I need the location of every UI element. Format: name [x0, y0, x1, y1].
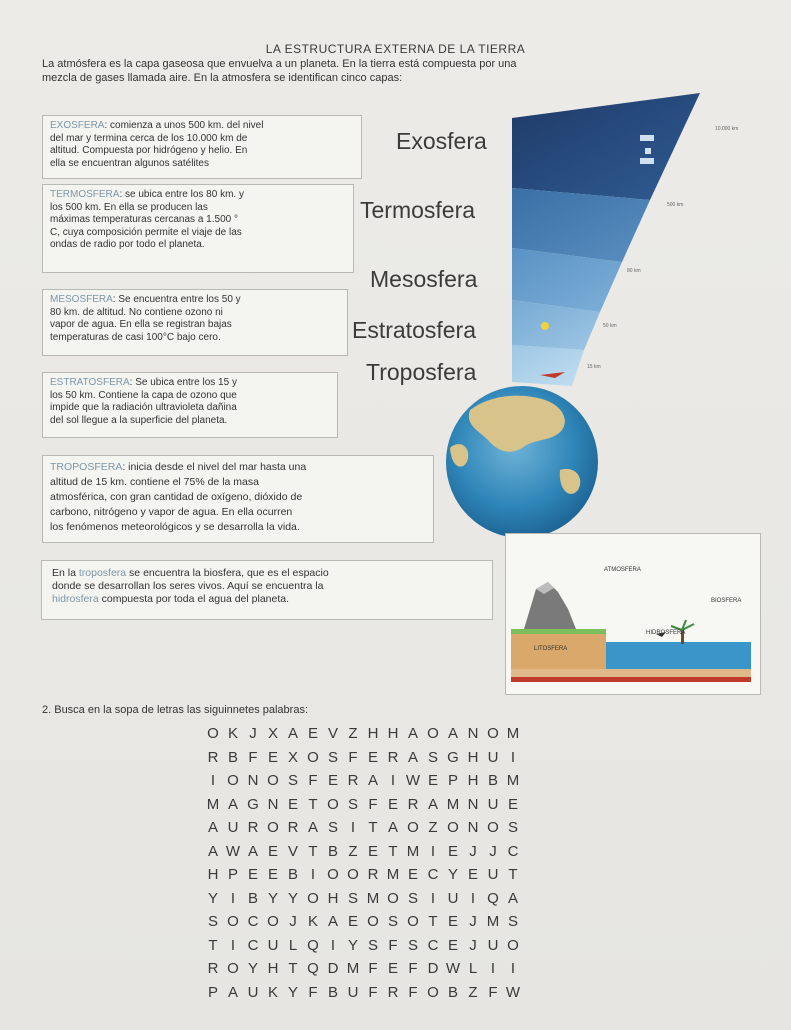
word-search-row	[203, 863, 523, 887]
word-search-letter[interactable]: F	[368, 795, 378, 813]
word-search-letter[interactable]: F	[408, 960, 418, 977]
svg-text:80 km: 80 km	[627, 268, 641, 274]
exosfera-band	[512, 93, 700, 200]
exosfera-description: EXOSFERA: comienza a unos 500 km. del nivel del mar y termina cerca de los 10.000 km de altitud. Compuesta por hidrógeno y helio. En ella se encuentran algunos satélites	[42, 115, 362, 179]
word-search-letter[interactable]: E	[307, 725, 318, 742]
word-search-letter[interactable]: R	[287, 819, 299, 836]
word-search-letter[interactable]: U	[487, 748, 499, 766]
word-search-letter[interactable]: D	[427, 960, 439, 977]
satellite-icon	[640, 135, 654, 141]
word-search-row	[203, 746, 523, 770]
word-search-letter[interactable]: E	[267, 842, 278, 860]
grass-strip	[511, 629, 606, 634]
word-search-letter[interactable]: F	[248, 748, 258, 766]
label-mesosfera: Mesosfera	[370, 266, 478, 292]
litosfera-label: LITOSFERA	[534, 646, 568, 652]
word-search-letter[interactable]: T	[308, 795, 318, 813]
word-search-letter[interactable]: T	[288, 960, 298, 977]
word-search-letter[interactable]: I	[490, 960, 496, 977]
word-search-letter[interactable]: O	[327, 866, 339, 883]
word-search-letter[interactable]: B	[447, 983, 458, 1001]
word-search-letter[interactable]: S	[507, 913, 518, 930]
mesosfera-heading: MESOSFERA	[50, 294, 113, 305]
word-search-letter[interactable]: A	[427, 795, 438, 813]
word-search-letter[interactable]: C	[427, 936, 439, 954]
word-search-letter[interactable]: M	[206, 795, 220, 813]
word-search-letter[interactable]: O	[227, 960, 239, 977]
word-search-letter[interactable]: M	[446, 795, 460, 813]
word-search-row	[203, 957, 523, 981]
word-search-letter[interactable]: C	[427, 866, 439, 883]
word-search-letter[interactable]: H	[367, 725, 379, 742]
word-search-letter[interactable]: S	[327, 748, 338, 766]
word-search-letter[interactable]: B	[287, 866, 298, 883]
word-search-letter[interactable]: Q	[307, 960, 319, 977]
word-search-letter[interactable]: H	[267, 960, 279, 977]
svg-text:50 km: 50 km	[603, 323, 617, 329]
word-search-letter[interactable]: M	[506, 725, 520, 742]
word-search-letter[interactable]: O	[327, 795, 339, 813]
word-search-letter[interactable]: N	[467, 725, 479, 742]
word-search-letter[interactable]: S	[207, 913, 218, 930]
hidrosfera-highlight: hidrosfera	[52, 593, 99, 605]
word-search-letter[interactable]: I	[430, 842, 436, 860]
word-search-letter[interactable]: H	[327, 889, 339, 907]
word-search-letter[interactable]: W	[405, 772, 421, 789]
word-search-row	[203, 722, 523, 746]
word-search-letter[interactable]: E	[447, 842, 458, 860]
word-search-letter[interactable]: A	[327, 913, 338, 930]
word-search-letter[interactable]: T	[208, 936, 218, 954]
word-search-letter[interactable]: E	[267, 866, 278, 883]
word-search-letter[interactable]: Y	[287, 889, 298, 907]
word-search-letter[interactable]: E	[387, 795, 398, 813]
satellite-icon	[645, 148, 651, 154]
word-search-letter[interactable]: J	[249, 725, 257, 742]
word-search-letter[interactable]: N	[267, 795, 279, 813]
word-search-letter[interactable]: E	[267, 748, 278, 766]
word-search-letter[interactable]: O	[267, 772, 279, 789]
word-search-letter[interactable]: F	[308, 983, 318, 1001]
word-search-letter[interactable]: F	[408, 983, 418, 1001]
word-search-letter[interactable]: Q	[487, 889, 499, 907]
word-search-letter[interactable]: E	[407, 866, 418, 883]
word-search-letter[interactable]: P	[447, 772, 458, 789]
sun-icon	[541, 322, 549, 330]
word-search-letter[interactable]: O	[347, 866, 359, 883]
svg-text:15 km: 15 km	[587, 364, 601, 370]
word-search-letter[interactable]: O	[367, 913, 379, 930]
word-search-letter[interactable]: K	[307, 913, 318, 930]
troposfera-band	[512, 345, 584, 386]
word-search-letter[interactable]: S	[327, 819, 338, 836]
word-search-letter[interactable]: M	[366, 889, 380, 907]
word-search-letter[interactable]: Y	[447, 866, 458, 883]
word-search-letter[interactable]: O	[267, 913, 279, 930]
exosfera-heading: EXOSFERA	[50, 120, 105, 131]
word-search-letter[interactable]: S	[507, 819, 518, 836]
page-title: LA ESTRUCTURA EXTERNA DE LA TIERRA	[265, 42, 526, 56]
word-search-letter[interactable]: F	[368, 960, 378, 977]
atmosfera-label: ATMOSFERA	[604, 567, 641, 573]
word-search-letter[interactable]: R	[387, 748, 399, 766]
biosphere-illustration	[506, 534, 762, 696]
question-2: 2. Busca en la sopa de letras las siguinnetes palabras:	[42, 704, 308, 716]
word-search-letter[interactable]: Y	[207, 889, 218, 907]
word-search-letter[interactable]: E	[467, 866, 478, 883]
word-search-letter[interactable]: M	[506, 772, 520, 789]
word-search-letter[interactable]: W	[445, 960, 461, 977]
word-search-letter[interactable]: E	[367, 748, 378, 766]
word-search-letter[interactable]: F	[388, 936, 398, 954]
word-search-letter[interactable]: I	[230, 936, 236, 954]
word-search-letter[interactable]: E	[367, 842, 378, 860]
word-search-letter[interactable]: I	[230, 889, 236, 907]
word-search-letter[interactable]: Z	[348, 725, 358, 742]
word-search-letter[interactable]: A	[407, 725, 418, 742]
word-search-letter[interactable]: A	[227, 983, 238, 1001]
word-search-letter[interactable]: E	[387, 960, 398, 977]
word-search-letter[interactable]: R	[207, 748, 219, 766]
svg-text:10.000 km: 10.000 km	[715, 126, 739, 132]
word-search-letter[interactable]: O	[447, 819, 459, 836]
word-search-letter[interactable]: R	[247, 819, 259, 836]
word-search-letter[interactable]: Z	[348, 842, 358, 860]
word-search-letter[interactable]: O	[487, 725, 499, 742]
word-search-letter[interactable]: K	[227, 725, 238, 742]
biosfera-description: En la troposfera se encuentra la biosfera, que es el espacio donde se desarrollan los seres vivos. Aquí se encuentra la hidrosfera compuesta por toda el agua del planeta.	[41, 560, 493, 620]
word-search-row	[203, 840, 523, 864]
word-search-letter[interactable]: Y	[287, 983, 298, 1001]
word-search-letter[interactable]: L	[288, 936, 298, 954]
word-search-letter[interactable]: S	[407, 936, 418, 954]
word-search-letter[interactable]: M	[386, 866, 400, 883]
estratosfera-description: ESTRATOSFERA: Se ubica entre los 15 y los 50 km. Contiene la capa de ozono que impide que la radiación ultravioleta dañina del sol llegue a la superficie del planeta.	[42, 372, 338, 438]
word-search-letter[interactable]: E	[327, 772, 338, 789]
word-search-letter[interactable]: I	[350, 819, 356, 836]
word-search-letter[interactable]: U	[487, 866, 499, 883]
word-search-letter[interactable]: O	[307, 748, 319, 766]
word-search-letter[interactable]: I	[330, 936, 336, 954]
word-search-letter[interactable]: T	[428, 913, 438, 930]
word-search-letter[interactable]: M	[346, 960, 360, 977]
word-search-letter[interactable]: S	[387, 913, 398, 930]
word-search-letter[interactable]: T	[388, 842, 398, 860]
word-search-letter[interactable]: E	[447, 913, 458, 930]
biosphere-diagram	[505, 533, 761, 695]
word-search-letter[interactable]: C	[507, 842, 519, 860]
word-search-letter[interactable]: O	[267, 819, 279, 836]
label-exosfera: Exosfera	[396, 128, 487, 154]
word-search-letter[interactable]: C	[247, 936, 259, 954]
word-search-letter[interactable]: O	[407, 819, 419, 836]
label-estratosfera: Estratosfera	[352, 317, 476, 343]
word-search-letter[interactable]: W	[505, 983, 521, 1001]
word-search-letter[interactable]: M	[406, 842, 420, 860]
word-search-letter[interactable]: E	[447, 936, 458, 954]
word-search-letter[interactable]: U	[447, 889, 459, 907]
word-search-letter[interactable]: X	[287, 748, 298, 766]
word-search-letter[interactable]: B	[327, 983, 338, 1001]
estratosfera-heading: ESTRATOSFERA	[50, 377, 130, 388]
word-search-letter[interactable]: I	[470, 889, 476, 907]
word-search-row	[203, 981, 523, 1005]
word-search-letter[interactable]: S	[427, 748, 438, 766]
satellite-icon	[640, 158, 654, 164]
word-search-letter[interactable]: J	[469, 842, 477, 860]
word-search-row	[203, 793, 523, 817]
word-search-letter[interactable]: A	[307, 819, 318, 836]
word-search-letter[interactable]: E	[347, 913, 358, 930]
word-search-letter[interactable]: O	[507, 936, 519, 954]
hidrosfera-label: HIDROSFERA	[646, 630, 686, 636]
word-search-letter[interactable]: U	[487, 795, 499, 813]
word-search-letter[interactable]: L	[468, 960, 478, 977]
word-search-letter[interactable]: R	[387, 983, 399, 1001]
word-search-letter[interactable]: J	[289, 913, 297, 930]
word-search-letter[interactable]: F	[368, 983, 378, 1001]
word-search-letter[interactable]: A	[207, 819, 218, 836]
word-search-letter[interactable]: R	[207, 960, 219, 977]
word-search-letter[interactable]: B	[487, 772, 498, 789]
label-termosfera: Termosfera	[360, 197, 476, 223]
label-troposfera: Troposfera	[366, 359, 477, 385]
word-search-letter[interactable]: T	[308, 842, 318, 860]
word-search-letter[interactable]: W	[225, 842, 241, 860]
word-search-letter[interactable]: U	[247, 983, 259, 1001]
word-search-letter[interactable]: E	[247, 866, 258, 883]
word-search-letter[interactable]: O	[427, 725, 439, 742]
word-search-letter[interactable]: Z	[428, 819, 438, 836]
word-search-letter[interactable]: Z	[468, 983, 478, 1001]
word-search-letter[interactable]: K	[267, 983, 278, 1001]
word-search-letter[interactable]: T	[508, 866, 518, 883]
word-search-letter[interactable]: U	[347, 983, 359, 1001]
word-search-letter[interactable]: J	[469, 936, 477, 954]
word-search-row	[203, 934, 523, 958]
word-search-letter[interactable]: A	[407, 748, 418, 766]
mesosfera-description: MESOSFERA: Se encuentra entre los 50 y 80 km. de altitud. No contiene ozono ni vapor de agua. En ella se registran bajas temperaturas de casi 100°C bajo cero.	[42, 289, 348, 356]
word-search-letter[interactable]: I	[510, 748, 516, 766]
word-search-letter[interactable]: S	[287, 772, 298, 789]
word-search-letter[interactable]: V	[327, 725, 338, 742]
word-search-letter[interactable]: I	[390, 772, 396, 789]
word-search-letter[interactable]: A	[227, 795, 238, 813]
word-search-letter[interactable]: N	[467, 795, 479, 813]
word-search-letter[interactable]: B	[247, 889, 258, 907]
word-search-letter[interactable]: S	[347, 889, 358, 907]
word-search-letter[interactable]: B	[327, 842, 338, 860]
word-search-grid	[203, 722, 523, 1004]
word-search-letter[interactable]: O	[227, 913, 239, 930]
word-search-letter[interactable]: V	[287, 842, 298, 860]
word-search-letter[interactable]: H	[387, 725, 399, 742]
word-search-letter[interactable]: U	[267, 936, 279, 954]
word-search-letter[interactable]: O	[387, 889, 399, 907]
word-search-letter[interactable]: A	[287, 725, 298, 742]
word-search-row	[203, 769, 523, 793]
word-search-letter[interactable]: A	[507, 889, 518, 907]
word-search-letter[interactable]: O	[427, 983, 439, 1001]
word-search-letter[interactable]: R	[407, 795, 419, 813]
word-search-letter[interactable]: U	[487, 936, 499, 954]
word-search-letter[interactable]: S	[347, 795, 358, 813]
word-search-letter[interactable]: I	[310, 866, 316, 883]
svg-text:500 km: 500 km	[667, 202, 684, 208]
termosfera-heading: TERMOSFERA	[50, 189, 120, 200]
word-search-row	[203, 887, 523, 911]
word-search-letter[interactable]: T	[368, 819, 378, 836]
word-search-letter[interactable]: F	[348, 748, 358, 766]
word-search-letter[interactable]: I	[210, 772, 216, 789]
word-search-letter[interactable]: O	[207, 725, 219, 742]
word-search-letter[interactable]: E	[287, 795, 298, 813]
word-search-letter[interactable]: H	[467, 772, 479, 789]
word-search-letter[interactable]: I	[430, 889, 436, 907]
troposfera-description: TROPOSFERA: inicia desde el nivel del mar hasta una altitud de 15 km. contiene el 75% de la masa atmosférica, con gran cantidad de oxígeno, dióxido de carbono, nitrógeno y vapor de agua. En ella ocurren los fenómenos meteorológicos y se desarrolla la vida.	[42, 455, 434, 543]
word-search-letter[interactable]: H	[207, 866, 219, 883]
word-search-letter[interactable]: D	[327, 960, 339, 977]
word-search-letter[interactable]: R	[347, 772, 359, 789]
word-search-letter[interactable]: E	[427, 772, 438, 789]
word-search-letter[interactable]: G	[447, 748, 459, 766]
word-search-letter[interactable]: S	[407, 889, 418, 907]
word-search-letter[interactable]: A	[207, 842, 218, 860]
troposfera-highlight: troposfera	[78, 567, 127, 579]
word-search-letter[interactable]: A	[367, 772, 378, 789]
word-search-letter[interactable]: E	[507, 795, 518, 813]
word-search-letter[interactable]: C	[247, 913, 259, 930]
word-search-letter[interactable]: F	[488, 983, 498, 1001]
word-search-letter[interactable]: M	[486, 913, 500, 930]
word-search-letter[interactable]: Q	[307, 936, 319, 954]
word-search-letter[interactable]: O	[307, 889, 319, 907]
word-search-row	[203, 910, 523, 934]
word-search-letter[interactable]: B	[227, 748, 238, 766]
word-search-letter[interactable]: Y	[347, 936, 358, 954]
word-search-letter[interactable]: N	[247, 772, 259, 789]
word-search-letter[interactable]: X	[267, 725, 278, 742]
intro-line: mezcla de gases llamada aire. En la atmosfera se identifican cinco capas:	[42, 72, 403, 84]
word-search-letter[interactable]: O	[407, 913, 419, 930]
word-search-letter[interactable]: A	[447, 725, 458, 742]
word-search-letter[interactable]: N	[467, 819, 479, 836]
biosfera-label: BIOSFERA	[711, 598, 742, 604]
troposfera-heading: TROPOSFERA	[50, 461, 123, 473]
word-search-letter[interactable]: A	[387, 819, 398, 836]
word-search-letter[interactable]: Y	[267, 889, 278, 907]
termosfera-description: TERMOSFERA: se ubica entre los 80 km. y los 500 km. En ella se producen las máximas temperaturas cercanas a 1.500 ° C, cuya composición permite el viaje de las ondas de radio por todo el planeta.	[42, 184, 354, 273]
word-search-letter[interactable]: R	[367, 866, 379, 883]
word-search-letter[interactable]: G	[247, 795, 259, 813]
word-search-letter[interactable]: S	[367, 936, 378, 954]
word-search-letter[interactable]: Y	[247, 960, 258, 977]
word-search-letter[interactable]: H	[467, 748, 479, 766]
word-search-letter[interactable]: J	[469, 913, 477, 930]
word-search-letter[interactable]: A	[247, 842, 258, 860]
intro-line: La atmósfera es la capa gaseosa que envuelva a un planeta. En la tierra está compuesta por una	[42, 58, 517, 70]
word-search-row	[203, 816, 523, 840]
word-search-letter[interactable]: P	[207, 983, 218, 1001]
word-search-letter[interactable]: O	[487, 819, 499, 836]
word-search-letter[interactable]: J	[489, 842, 497, 860]
word-search-letter[interactable]: P	[227, 866, 238, 883]
word-search-letter[interactable]: U	[227, 819, 239, 836]
word-search-letter[interactable]: F	[308, 772, 318, 789]
word-search-letter[interactable]: O	[227, 772, 239, 789]
ocean-water	[606, 642, 751, 669]
word-search-letter[interactable]: I	[510, 960, 516, 977]
